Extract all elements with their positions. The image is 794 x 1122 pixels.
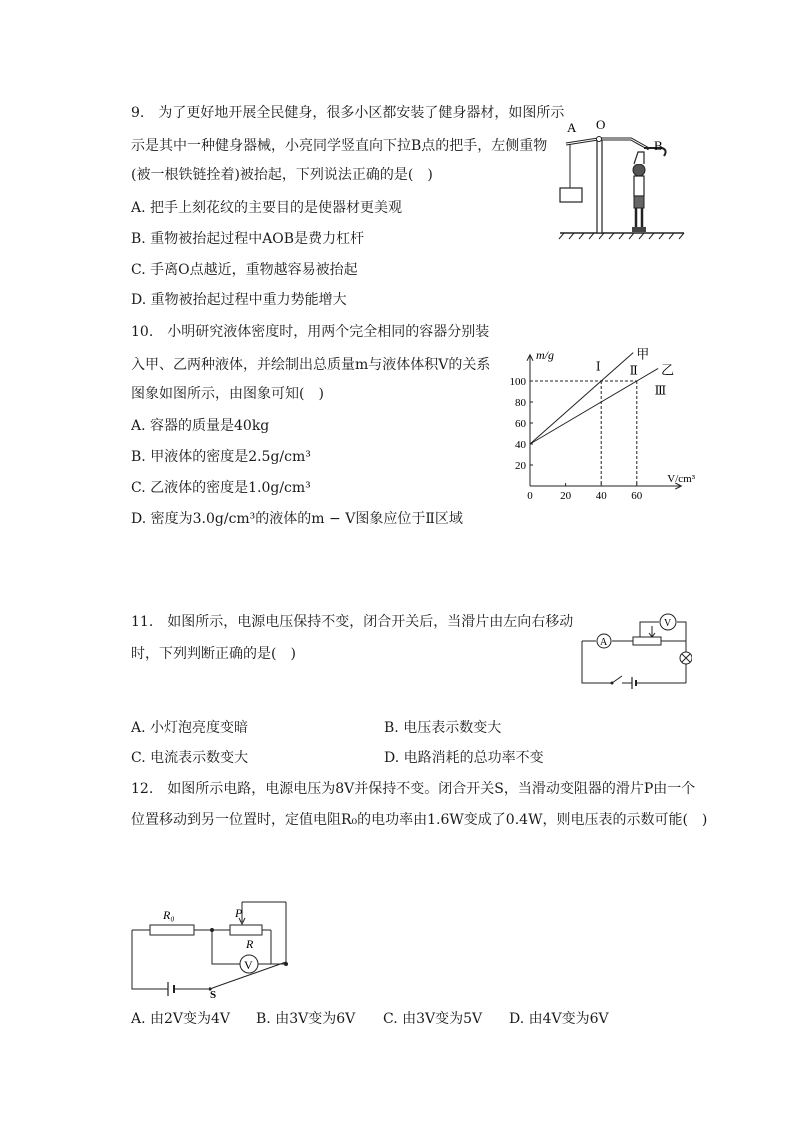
- q11-option-a: A. 小灯泡亮度变暗: [131, 720, 249, 736]
- mv-chart: [500, 322, 700, 500]
- y-tick-label: 80: [515, 397, 526, 409]
- q10-option-c: C. 乙液体的密度是1.0g/cm³: [131, 480, 311, 496]
- q12-option-c: C. 由3V变为5V: [383, 1011, 483, 1027]
- series-line-2: [530, 368, 658, 444]
- q12-voltmeter-label: V: [244, 958, 253, 972]
- x-tick-label: 60: [631, 490, 643, 500]
- q11-option-d: D. 电路消耗的总功率不变: [384, 750, 544, 766]
- y-tick-label: 40: [515, 439, 526, 451]
- x-tick-label: 0: [527, 490, 533, 500]
- y-tick-label: 60: [515, 418, 526, 430]
- q9-option-b: B. 重物被抬起过程中AOB是费力杠杆: [131, 231, 365, 247]
- series-line-1: [530, 353, 633, 444]
- region-label-2: Ⅱ: [629, 363, 638, 378]
- q11-ammeter-label: A: [600, 637, 608, 648]
- q10-stem-line-2: 入甲、乙两种液体，并绘制出总质量m与液体体积V的关系: [131, 357, 491, 373]
- q11-circuit: [574, 610, 692, 690]
- region-label-1: Ⅰ: [595, 359, 601, 374]
- q9-label-a: A: [567, 120, 577, 135]
- q12-stem-line-2: 位置移动到另一位置时，定值电阻R₀的电功率由1.6W变成了0.4W，则电压表的示数可能( ): [131, 812, 708, 828]
- q11-stem-line-1: 11. 如图所示，电源电压保持不变，闭合开关后，当滑片由左向右移动: [131, 614, 574, 630]
- q9-stem-line-3: (被一根铁链拴着)被抬起，下列说法正确的是( ): [131, 167, 433, 183]
- series-label-2: 乙: [661, 362, 675, 378]
- q9-option-d: D. 重物被抬起过程中重力势能增大: [131, 292, 347, 308]
- y-axis-title: m/g: [536, 347, 554, 362]
- x-tick-label: 20: [560, 490, 572, 500]
- q10-option-a: A. 容器的质量是40kg: [131, 418, 270, 434]
- q9-stem-line-1: 9. 为了更好地开展全民健身，很多小区都安装了健身器材，如图所示: [131, 105, 565, 121]
- y-tick-label: 20: [515, 460, 526, 472]
- q10-option-d: D. 密度为3.0g/cm³的液体的m − V图象应位于Ⅱ区域: [131, 511, 463, 527]
- q12-option-b: B. 由3V变为6V: [256, 1011, 356, 1027]
- q12-p-label: P: [235, 906, 243, 920]
- q12-r-label: R: [246, 937, 254, 951]
- q12-stem-line-1: 12. 如图所示电路，电源电压为8V并保持不变。闭合开关S，当滑动变阻器的滑片P由一个: [131, 781, 696, 797]
- x-tick-label: 40: [595, 490, 607, 500]
- q9-fitness-figure: [556, 112, 690, 242]
- y-tick-label: 100: [509, 376, 526, 388]
- q11-option-c: C. 电流表示数变大: [131, 750, 249, 766]
- q10-option-b: B. 甲液体的密度是2.5g/cm³: [131, 449, 311, 465]
- q12-r0-label: R₀: [163, 908, 175, 922]
- q9-option-c: C. 手离O点越近，重物越容易被抬起: [131, 262, 358, 278]
- q9-stem-line-2: 示是其中一种健身器械，小亮同学竖直向下拉B点的把手，左侧重物: [131, 138, 548, 154]
- q11-stem-line-2: 时，下列判断正确的是( ): [131, 646, 296, 662]
- q9-option-a: A. 把手上刻花纹的主要目的是使器材更美观: [131, 200, 403, 216]
- q10-stem-line-3: 图象如图所示，由图象可知( ): [131, 386, 324, 402]
- q9-label-b: B: [654, 138, 663, 153]
- q11-option-b: B. 电压表示数变大: [384, 720, 502, 736]
- q12-s-label: S: [210, 989, 217, 998]
- q9-label-o: O: [596, 117, 606, 132]
- region-label-3: Ⅲ: [654, 383, 667, 398]
- x-axis-title: V/cm³: [667, 473, 696, 485]
- q11-voltmeter-label: V: [664, 618, 672, 629]
- q10-stem-line-1: 10. 小明研究液体密度时，用两个完全相同的容器分别装: [131, 324, 490, 340]
- q12-option-d: D. 由4V变为6V: [509, 1011, 609, 1027]
- series-label-1: 甲: [636, 346, 650, 362]
- q12-circuit: [126, 898, 298, 998]
- q12-option-a: A. 由2V变为4V: [131, 1011, 231, 1027]
